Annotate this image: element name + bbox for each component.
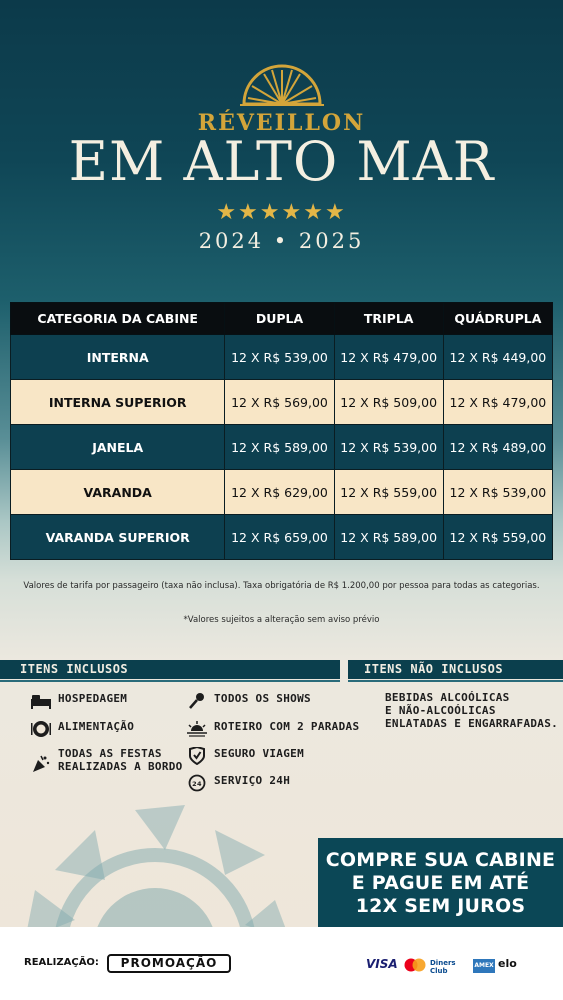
price-dupla: 12 X R$ 569,00 [225, 380, 334, 425]
included-item-label [58, 747, 183, 773]
mastercard-icon [404, 958, 426, 972]
price-dupla: 12 X R$ 659,00 [225, 515, 334, 560]
price-quadrupla: 12 X R$ 489,00 [443, 425, 552, 470]
header-category: CATEGORIA DA CABINE [11, 303, 225, 335]
fee-note: Valores de tarifa por passageiro (taxa não inclusa). Taxa obrigatória de R$ 1.200,00 por pessoa para todas as categorias. [23, 581, 540, 591]
included-item-label: ROTEIRO COM 2 PARADAS [214, 720, 360, 733]
cabin-category: INTERNA SUPERIOR [11, 380, 225, 425]
included-item-roteiro [186, 720, 359, 738]
bed-icon [30, 692, 52, 710]
included-item-label: HOSPEDAGEM [58, 692, 128, 705]
included-item-label: SERVIÇO 24H [214, 774, 291, 787]
price-quadrupla: 12 X R$ 539,00 [443, 470, 552, 515]
price-dupla: 12 X R$ 589,00 [225, 425, 334, 470]
festas-line-2: REALIZADAS A BORDO [58, 760, 183, 773]
decorative-sun-icon [0, 800, 300, 930]
price-tripla: 12 X R$ 539,00 [334, 425, 443, 470]
included-item-festas [30, 747, 183, 773]
price-tripla: 12 X R$ 559,00 [334, 470, 443, 515]
included-item-label: SEGURO VIAGEM [214, 747, 304, 760]
table-row [11, 425, 553, 470]
insurance-icon [186, 747, 208, 765]
table-row [11, 515, 553, 560]
price-quadrupla: 12 X R$ 479,00 [443, 380, 552, 425]
price-quadrupla: 12 X R$ 559,00 [443, 515, 552, 560]
not-included-items-text [385, 691, 560, 730]
included-item-alimentacao [30, 720, 134, 738]
cabin-category: VARANDA SUPERIOR [11, 515, 225, 560]
footer [0, 927, 563, 1000]
installment-cta-banner [318, 838, 563, 927]
price-dupla: 12 X R$ 629,00 [225, 470, 334, 515]
not-included-line-3: ENLATADAS E ENGARRAFADAS. [385, 717, 559, 730]
included-item-shows [186, 692, 311, 710]
service-24h-icon [186, 774, 208, 792]
event-title: EM ALTO MAR [68, 130, 495, 193]
disclaimer-note: *Valores sujeitos a alteração sem aviso prévio [183, 615, 380, 625]
price-tripla: 12 X R$ 479,00 [334, 335, 443, 380]
included-item-seguro [186, 747, 304, 765]
sunset-icon [186, 720, 208, 738]
event-subtitle: RÉVEILLON [197, 110, 366, 136]
event-years: 2024 • 2025 [198, 229, 365, 253]
not-included-items-heading: ITENS NÃO INCLUSOS [348, 660, 563, 679]
included-items-heading: ITENS INCLUSOS [0, 660, 340, 679]
table-row [11, 380, 553, 425]
header-tripla: TRIPLA [334, 303, 443, 335]
table-row [11, 470, 553, 515]
cta-line-1: COMPRE SUA CABINE [325, 849, 556, 871]
sun-rays-logo-icon [240, 60, 324, 106]
cta-line-3: 12X SEM JUROS [355, 895, 526, 917]
realizacao-label: REALIZAÇÃO: [24, 957, 99, 968]
included-item-label: ALIMENTAÇÃO [58, 720, 135, 733]
included-item-label: TODOS OS SHOWS [214, 692, 311, 705]
price-dupla: 12 X R$ 539,00 [225, 335, 334, 380]
plate-icon [30, 720, 52, 738]
cabin-category: INTERNA [11, 335, 225, 380]
not-included-line-1: BEBIDAS ALCOÓLICAS [385, 691, 510, 704]
header-dupla: DUPLA [225, 303, 334, 335]
amex-logo: AMEX [473, 959, 495, 973]
cabin-category: VARANDA [11, 470, 225, 515]
included-item-servico [186, 774, 290, 792]
visa-logo: VISA [366, 957, 398, 971]
promoacao-logo: PROMOAÇÃO [107, 954, 231, 973]
party-popper-icon [30, 755, 52, 773]
svg-text:24: 24 [192, 780, 202, 788]
price-tripla: 12 X R$ 589,00 [334, 515, 443, 560]
star-rating: ★★★★★★ [216, 200, 347, 225]
table-row [11, 335, 553, 380]
festas-line-1: TODAS AS FESTAS [58, 747, 162, 760]
table-header-row [11, 303, 553, 335]
included-item-hospedagem [30, 692, 127, 710]
diners-club-logo: Diners Club [430, 959, 456, 975]
cabin-category: JANELA [11, 425, 225, 470]
elo-logo: elo [498, 957, 517, 970]
cta-line-2: E PAGUE EM ATÉ [351, 872, 530, 894]
price-table [10, 302, 553, 560]
price-quadrupla: 12 X R$ 449,00 [443, 335, 552, 380]
microphone-icon [186, 692, 208, 710]
header-quadrupla: QUÁDRUPLA [443, 303, 552, 335]
price-tripla: 12 X R$ 509,00 [334, 380, 443, 425]
not-included-line-2: E NÃO-ALCOÓLICAS [385, 704, 496, 717]
